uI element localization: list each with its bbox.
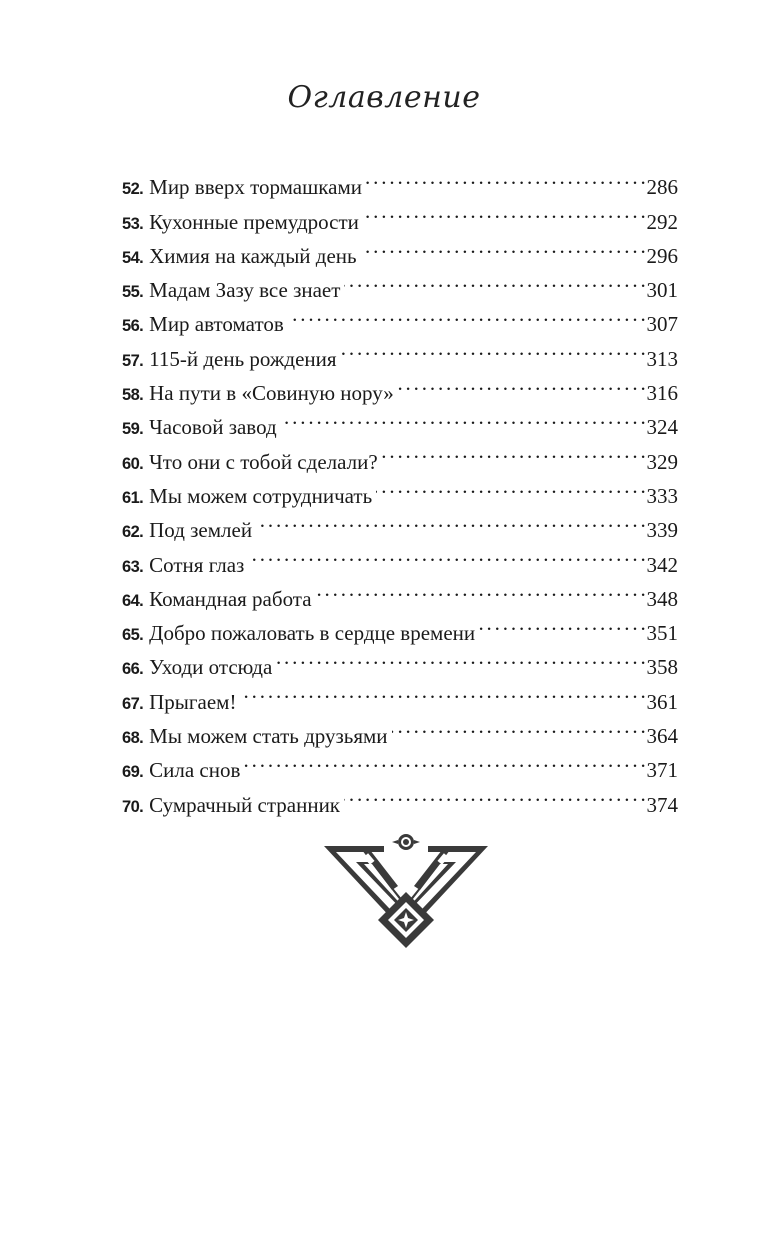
dot-leader — [281, 400, 645, 434]
page-number: 351 — [646, 621, 678, 646]
chapter-number: 55. — [122, 283, 144, 302]
dot-leader — [479, 606, 644, 640]
chapter-title: Под землей — [149, 518, 253, 543]
dot-leader — [248, 537, 644, 571]
chapter-title: Кухонные премудрости — [149, 209, 359, 234]
chapter-title: Уходи отсюда — [149, 655, 273, 680]
page-number: 342 — [646, 552, 678, 577]
decorative-geometric-ornament-icon — [322, 830, 490, 950]
chapter-number: 57. — [122, 351, 144, 370]
chapter-number: 70. — [122, 797, 144, 816]
chapter-number: 62. — [122, 523, 144, 542]
dot-leader — [366, 160, 644, 194]
chapter-title: Мир вверх тормашками — [149, 175, 363, 200]
chapter-number: 63. — [122, 557, 144, 576]
chapter-number: 61. — [122, 488, 144, 507]
page-title: Оглавление — [287, 80, 481, 115]
dot-leader — [244, 743, 644, 777]
dot-leader — [361, 229, 645, 263]
chapter-title: Сила снов — [149, 758, 241, 783]
chapter-title: Часовой завод — [149, 415, 277, 440]
page-number: 316 — [646, 381, 678, 406]
chapter-number: 53. — [122, 214, 144, 233]
dot-leader — [363, 194, 645, 228]
chapter-number: 58. — [122, 386, 144, 405]
chapter-title: Прыгаем! — [149, 689, 237, 714]
chapter-title: На пути в «Совиную нору» — [149, 381, 394, 406]
dot-leader — [341, 331, 645, 365]
chapter-number: 60. — [122, 454, 144, 473]
chapter-number: 59. — [122, 420, 144, 439]
page-number: 374 — [646, 792, 678, 817]
page-number: 371 — [646, 758, 678, 783]
chapter-number: 66. — [122, 660, 144, 679]
dot-leader — [344, 777, 644, 811]
dot-leader — [344, 263, 644, 297]
chapter-title: Что они с тобой сделали? — [149, 449, 378, 474]
chapter-title: Добро пожаловать в сердце времени — [149, 621, 476, 646]
page-number: 286 — [646, 175, 678, 200]
chapter-number: 65. — [122, 626, 144, 645]
chapter-number: 54. — [122, 248, 144, 267]
chapter-number: 64. — [122, 591, 144, 610]
dot-leader — [398, 366, 645, 400]
chapter-title: Сумрачный странник — [149, 792, 341, 817]
chapter-number: 52. — [122, 180, 144, 199]
dot-leader — [392, 709, 645, 743]
dot-leader — [316, 572, 645, 606]
dot-leader — [288, 297, 645, 331]
toc-entry — [122, 160, 678, 200]
dot-leader — [382, 434, 645, 468]
page-number: 313 — [646, 346, 678, 371]
chapter-number: 69. — [122, 763, 144, 782]
page-number: 329 — [646, 449, 678, 474]
page-number: 333 — [646, 483, 678, 508]
chapter-title: Мы можем сотрудничать — [149, 483, 373, 508]
page-number: 296 — [646, 243, 678, 268]
chapter-title: Мадам Зазу все знает — [149, 278, 341, 303]
page-number: 307 — [646, 312, 678, 337]
chapter-number: 68. — [122, 729, 144, 748]
page-number: 358 — [646, 655, 678, 680]
chapter-number: 56. — [122, 317, 144, 336]
page-number: 348 — [646, 586, 678, 611]
chapter-number: 67. — [122, 694, 144, 713]
chapter-title: Химия на каждый день — [149, 243, 357, 268]
dot-leader — [376, 469, 644, 503]
page-number: 364 — [646, 724, 678, 749]
table-of-contents — [122, 160, 678, 817]
page-number: 324 — [646, 415, 678, 440]
page-number: 301 — [646, 278, 678, 303]
chapter-title: 115-й день рождения — [149, 346, 337, 371]
page-number: 361 — [646, 689, 678, 714]
dot-leader — [276, 640, 644, 674]
page-number: 339 — [646, 518, 678, 543]
chapter-title: Командная работа — [149, 586, 312, 611]
chapter-title: Сотня глаз — [149, 552, 245, 577]
page-number: 292 — [646, 209, 678, 234]
dot-leader — [240, 674, 644, 708]
chapter-title: Мы можем стать друзьями — [149, 724, 388, 749]
chapter-title: Мир автоматов — [149, 312, 284, 337]
dot-leader — [256, 503, 644, 537]
